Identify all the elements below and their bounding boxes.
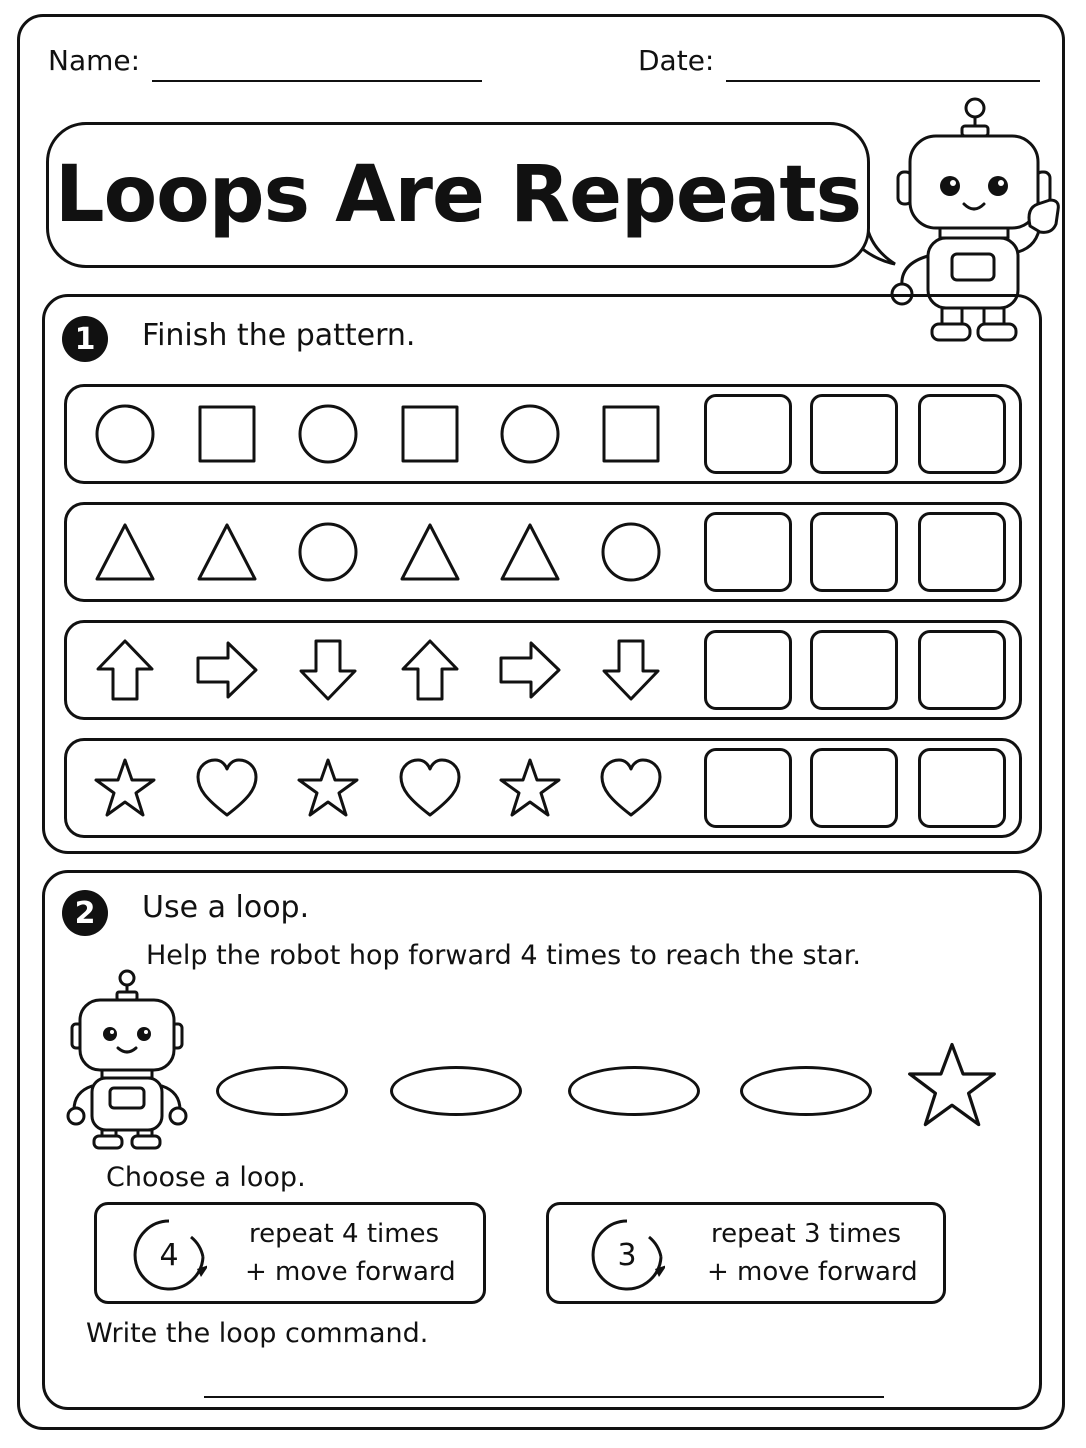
loop-choice-line1: repeat 3 times — [711, 1219, 902, 1249]
circle-icon — [297, 403, 359, 465]
robot-icon — [62, 968, 192, 1150]
answer-box[interactable] — [810, 630, 898, 710]
loop-command-answer-line[interactable] — [204, 1396, 884, 1398]
name-field[interactable] — [152, 80, 482, 82]
stepping-stone — [568, 1066, 700, 1116]
date-label: Date: — [638, 44, 715, 77]
answer-box[interactable] — [704, 630, 792, 710]
circle-icon — [499, 403, 561, 465]
answer-box[interactable] — [704, 748, 792, 828]
answer-box[interactable] — [704, 512, 792, 592]
loop-choice-line1: repeat 4 times — [249, 1219, 440, 1249]
heart-icon — [399, 757, 461, 819]
star-icon — [297, 757, 359, 819]
write-loop-label: Write the loop command. — [86, 1318, 429, 1349]
section1-heading: Finish the pattern. — [142, 318, 416, 353]
title-bubble — [46, 122, 870, 268]
square-icon — [196, 403, 258, 465]
page-title: Loops Are Repeats — [54, 150, 862, 240]
circle-icon — [600, 521, 662, 583]
stepping-stone — [216, 1066, 348, 1116]
date-field[interactable] — [726, 80, 1040, 82]
heart-icon — [196, 757, 258, 819]
section-number-1: 1 — [62, 316, 108, 362]
name-label: Name: — [48, 44, 141, 77]
answer-box[interactable] — [810, 394, 898, 474]
section-number-2: 2 — [62, 890, 108, 936]
heart-icon — [600, 757, 662, 819]
loop-count: 4 — [159, 1237, 179, 1273]
stepping-stone — [390, 1066, 522, 1116]
loop-count: 3 — [617, 1237, 637, 1273]
answer-box[interactable] — [810, 748, 898, 828]
arrow-right-icon — [499, 639, 561, 701]
arrow-down-icon — [297, 639, 359, 701]
loop-cycle-icon — [589, 1217, 665, 1293]
answer-box[interactable] — [918, 630, 1006, 710]
section2-instruction: Help the robot hop forward 4 times to reach the star. — [146, 940, 861, 971]
answer-box[interactable] — [918, 394, 1006, 474]
arrow-down-icon — [600, 639, 662, 701]
triangle-icon — [94, 521, 156, 583]
section2-heading: Use a loop. — [142, 890, 310, 925]
triangle-icon — [399, 521, 461, 583]
goal-star-icon — [906, 1040, 998, 1130]
triangle-icon — [499, 521, 561, 583]
loop-choice-repeat-3[interactable] — [546, 1202, 946, 1304]
star-icon — [499, 757, 561, 819]
arrow-up-icon — [94, 639, 156, 701]
arrow-up-icon — [399, 639, 461, 701]
loop-choice-line2: + move forward — [707, 1257, 918, 1287]
loop-cycle-icon — [131, 1217, 207, 1293]
loop-choice-repeat-4[interactable] — [94, 1202, 486, 1304]
triangle-icon — [196, 521, 258, 583]
circle-icon — [297, 521, 359, 583]
circle-icon — [94, 403, 156, 465]
answer-box[interactable] — [810, 512, 898, 592]
choose-loop-label: Choose a loop. — [106, 1162, 306, 1193]
star-icon — [94, 757, 156, 819]
answer-box[interactable] — [918, 748, 1006, 828]
loop-choice-line2: + move forward — [245, 1257, 456, 1287]
stepping-stone — [740, 1066, 872, 1116]
square-icon — [600, 403, 662, 465]
arrow-right-icon — [196, 639, 258, 701]
answer-box[interactable] — [918, 512, 1006, 592]
square-icon — [399, 403, 461, 465]
answer-box[interactable] — [704, 394, 792, 474]
